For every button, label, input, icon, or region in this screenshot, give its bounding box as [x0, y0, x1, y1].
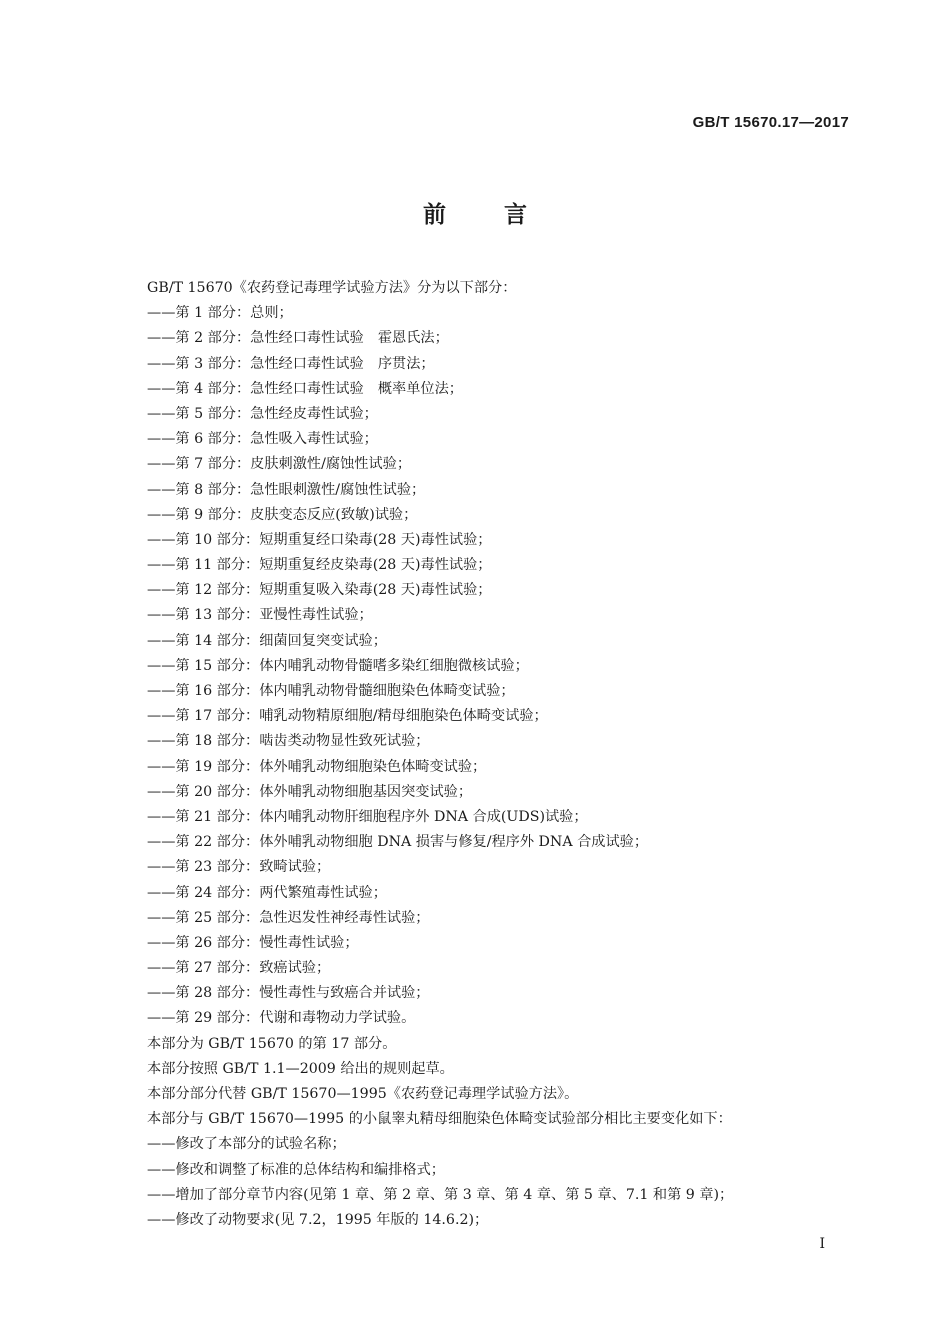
text-line: ——第 16 部分：体内哺乳动物骨髓细胞染色体畸变试验；	[147, 683, 515, 699]
text-line: ——修改和调整了标准的总体结构和编排格式；	[147, 1161, 445, 1178]
text-line: ——第 17 部分：哺乳动物精原细胞/精母细胞染色体畸变试验；	[147, 708, 548, 725]
text-line: 本部分与 GB/T 15670—1995 的小鼠睾丸精母细胞染色体畸变试验部分相比主要变化如下：	[147, 1111, 732, 1128]
text-line: ——第 19 部分：体外哺乳动物细胞染色体畸变试验；	[147, 758, 487, 775]
text-line: ——第 5 部分：急性经皮毒性试验；	[147, 405, 378, 422]
text-line: ——第 22 部分：体外哺乳动物细胞 DNA 损害与修复/程序外 DNA 合成试验；	[147, 834, 649, 851]
text-line: ——第 20 部分：体外哺乳动物细胞基因突变试验；	[147, 783, 473, 800]
text-line: ——第 4 部分：急性经口毒性试验 概率单位法；	[147, 380, 463, 397]
text-line: ——第 14 部分：细菌回复突变试验；	[147, 632, 387, 649]
text-line: ——第 15 部分：体内哺乳动物骨髓嗜多染红细胞微核试验；	[147, 657, 529, 674]
text-line: ——第 25 部分：急性迟发性神经毒性试验；	[147, 909, 430, 926]
foreword-body	[147, 276, 827, 1233]
text-line: ——第 10 部分：短期重复经口染毒(28 天)毒性试验；	[147, 531, 492, 548]
text-line: ——第 27 部分：致癌试验；	[147, 960, 331, 977]
text-line: 本部分为 GB/T 15670 的第 17 部分。	[147, 1035, 397, 1052]
text-line: ——增加了部分章节内容(见第 1 章、第 2 章、第 3 章、第 4 章、第 5 章、7.1 和第 9 章)；	[147, 1186, 734, 1203]
text-line: ——第 24 部分：两代繁殖毒性试验；	[147, 884, 387, 901]
text-line: ——第 23 部分：致畸试验；	[147, 859, 331, 876]
text-line: GB/T 15670《农药登记毒理学试验方法》分为以下部分：	[147, 280, 517, 296]
text-line: ——第 9 部分：皮肤变态反应(致敏)试验；	[147, 506, 418, 523]
text-line: ——第 13 部分：亚慢性毒性试验；	[147, 607, 373, 624]
text-line: ——修改了本部分的试验名称；	[147, 1136, 346, 1153]
standard-number: GB/T 15670.17—2017	[692, 114, 849, 131]
text-line: ——第 1 部分：总则；	[147, 305, 293, 322]
text-line: 本部分部分代替 GB/T 15670—1995《农药登记毒理学试验方法》。	[147, 1086, 579, 1102]
text-line: ——第 3 部分：急性经口毒性试验 序贯法；	[147, 355, 435, 372]
page-title: 前言	[423, 202, 585, 228]
text-line: ——第 11 部分：短期重复经皮染毒(28 天)毒性试验；	[147, 557, 492, 574]
text-line: ——第 21 部分：体内哺乳动物肝细胞程序外 DNA 合成(UDS)试验；	[147, 808, 588, 825]
text-line: 本部分按照 GB/T 1.1—2009 给出的规则起草。	[147, 1060, 454, 1077]
text-line: ——第 2 部分：急性经口毒性试验 霍恩氏法；	[147, 330, 449, 347]
page-number: I	[819, 1236, 825, 1252]
text-line: ——第 6 部分：急性吸入毒性试验；	[147, 431, 378, 448]
text-line: ——第 18 部分：啮齿类动物显性致死试验；	[147, 733, 430, 750]
text-line: ——第 8 部分：急性眼刺激性/腐蚀性试验；	[147, 481, 426, 498]
text-line: ——修改了动物要求(见 7.2，1995 年版的 14.6.2)；	[147, 1211, 489, 1228]
text-line: ——第 28 部分：慢性毒性与致癌合并试验；	[147, 985, 430, 1002]
text-line: ——第 12 部分：短期重复吸入染毒(28 天)毒性试验；	[147, 582, 492, 599]
text-line: ——第 7 部分：皮肤刺激性/腐蚀性试验；	[147, 456, 412, 473]
text-line: ——第 29 部分：代谢和毒物动力学试验。	[147, 1010, 416, 1027]
text-line: ——第 26 部分：慢性毒性试验；	[147, 934, 359, 951]
